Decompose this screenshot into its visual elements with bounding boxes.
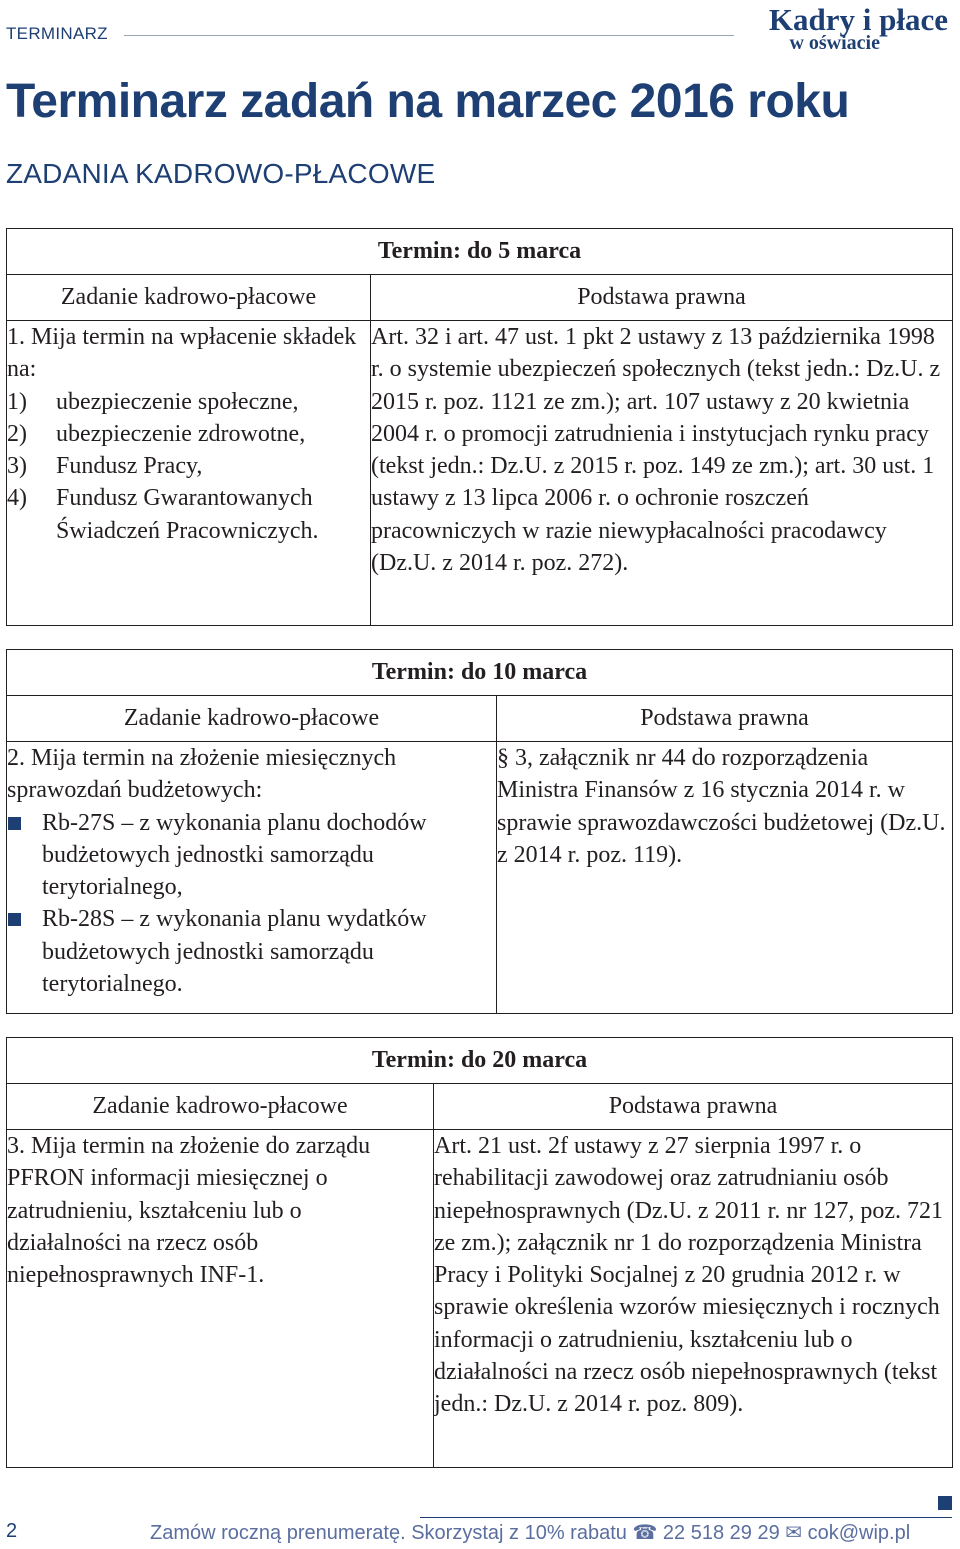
task-column-header: Zadanie kadrowo-płacowe <box>7 275 371 321</box>
deadline-heading: Termin: do 20 marca <box>7 1038 953 1084</box>
item-number: 1) <box>7 388 27 415</box>
page-subtitle: ZADANIA KADROWO-PŁACOWE <box>6 158 436 189</box>
section-label: TERMINARZ <box>6 24 108 43</box>
legal-basis-cell: Art. 21 ust. 2f ustawy z 27 sierpnia 1997 r. o rehabilitacji zawodowej oraz zatrudnianiu osób niepełnosprawnych (Dz.U. z 2011 r. nr 127, poz. 721 ze zm.); załącznik nr 1 do rozporządzenia Ministra Pracy i Polityki Socjalnej z 20 grudnia 2012 r. w sprawie określenia wzorów miesięcznych i rocznych informacji o zatrudnieniu, kształceniu lub o działalności na rzecz osób niepełnosprawnych (tekst jedn.: Dz.U. z 2014 r. poz. 809). <box>434 1130 953 1468</box>
page-number: 2 <box>6 1520 18 1542</box>
item-number: 4) <box>7 485 27 512</box>
item-text: ubezpieczenie zdrowotne, <box>56 420 306 447</box>
legal-basis-cell: Art. 32 i art. 47 ust. 1 pkt 2 ustawy z 13 października 1998 r. o systemie ubezpieczeń społecznych (tekst jedn.: Dz.U. z 2015 r. poz. 1121 ze zm.); art. 107 ustawy z 20 kwietnia 2004 r. o promocji zatrudnienia i instytucjach rynku pracy (tekst jedn.: Dz.U. z 2015 r. poz. 149 ze zm.); art. 30 ust. 1 ustawy z 13 lipca 2006 r. o ochronie roszczeń pracowniczych w razie niewypłacalności pracodawcy (Dz.U. z 2014 r. poz. 272). <box>371 321 953 626</box>
deadline-heading: Termin: do 5 marca <box>7 229 953 275</box>
deadline-heading: Termin: do 10 marca <box>7 650 953 696</box>
deadline-table-2 <box>6 649 953 1014</box>
item-text: Fundusz Gwarantowanych Świadczeń Pracowniczych. <box>56 485 319 544</box>
deadline-table-3 <box>6 1037 953 1468</box>
list-item <box>7 450 370 482</box>
brand-title: Kadry i płace <box>768 2 948 37</box>
phone-number[interactable]: 22 518 29 29 <box>662 1522 780 1544</box>
basis-column-header: Podstawa prawna <box>434 1084 953 1130</box>
task-column-header: Zadanie kadrowo-płacowe <box>7 1084 434 1130</box>
task-cell <box>7 321 371 626</box>
phone-icon: ☎ <box>632 1522 658 1544</box>
list-item <box>7 482 370 547</box>
promo-text: Zamów roczną prenumeratę. Skorzystaj z 10% rabatu <box>150 1522 627 1544</box>
header-rule <box>124 35 734 36</box>
subscription-promo <box>150 1520 910 1545</box>
report-list <box>7 807 496 1001</box>
task-intro: 1. Mija termin na wpłacenie składek na: <box>7 324 357 383</box>
footer-square-icon <box>938 1496 952 1510</box>
square-bullet-icon <box>8 817 21 830</box>
basis-column-header: Podstawa prawna <box>371 275 953 321</box>
task-cell: 3. Mija termin na złożenie do zarządu PFRON informacji miesięcznej o zatrudnieniu, kształceniu lub o działalności na rzecz osób niepełnosprawnych INF-1. <box>7 1130 434 1468</box>
page-title: Terminarz zadań na marzec 2016 roku <box>6 75 850 128</box>
task-intro: 2. Mija termin na złożenie miesięcznych sprawozdań budżetowych: <box>7 745 397 804</box>
item-text: ubezpieczenie społeczne, <box>56 388 299 415</box>
email-address[interactable]: cok@wip.pl <box>807 1522 911 1544</box>
deadline-table-1 <box>6 228 953 626</box>
list-item <box>7 418 370 450</box>
task-cell <box>7 742 497 1014</box>
square-bullet-icon <box>8 913 21 926</box>
list-item <box>7 903 496 1000</box>
brand-subtitle: w oświacie <box>789 32 880 54</box>
item-text: Rb-28S – z wykonania planu wydatków budżetowych jednostki samorządu terytorialnego. <box>42 906 427 998</box>
list-item <box>7 807 496 904</box>
task-column-header: Zadanie kadrowo-płacowe <box>7 696 497 742</box>
envelope-icon: ✉ <box>785 1522 803 1544</box>
contribution-list <box>7 386 370 547</box>
item-text: Fundusz Pracy, <box>56 453 203 480</box>
list-item <box>7 386 370 418</box>
brand-logo <box>769 4 948 53</box>
item-number: 2) <box>7 420 27 447</box>
footer-rule <box>420 1517 952 1518</box>
item-text: Rb-27S – z wykonania planu dochodów budżetowych jednostki samorządu terytorialnego, <box>42 809 427 901</box>
legal-basis-cell: § 3, załącznik nr 44 do rozporządzenia Ministra Finansów z 16 stycznia 2014 r. w sprawie sprawozdawczości budżetowej (Dz.U. z 2014 r. poz. 119). <box>497 742 953 1014</box>
basis-column-header: Podstawa prawna <box>497 696 953 742</box>
item-number: 3) <box>7 453 27 480</box>
